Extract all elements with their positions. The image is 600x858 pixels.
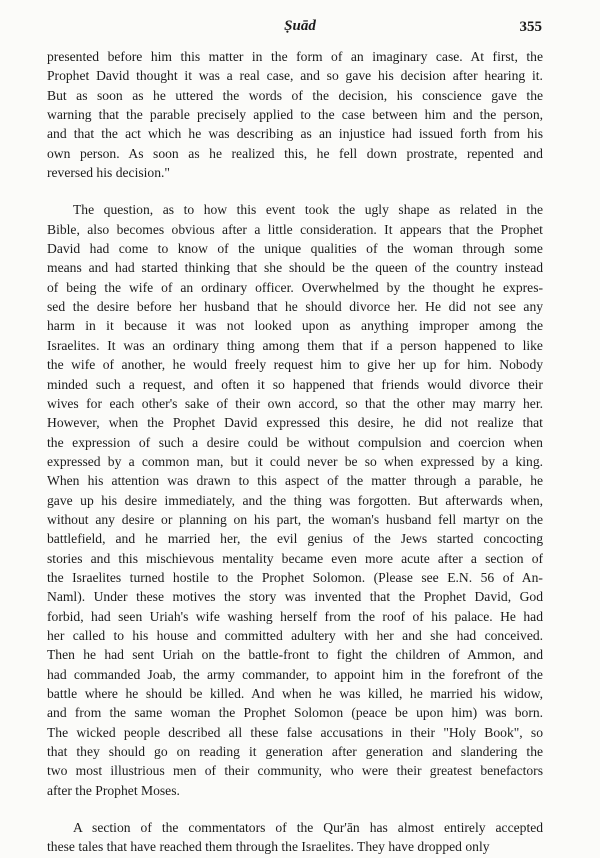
text-line: minded such a request, and often it so happened that friends would divorce their [47, 376, 543, 392]
text-line: the Israelites turned hostile to the Prophet Solomon. (Please see E.N. 56 of An- [47, 569, 543, 585]
text-line: these tales that have reached them through the Israelites. They have dropped only [47, 839, 490, 855]
text-line: reversed his decision." [47, 165, 170, 181]
paragraph-3 [47, 818, 543, 857]
text-line: forbid, had seen Uriah's wife washing herself from the roof of his palace. He had [47, 608, 543, 624]
text-line: The question, as to how this event took the ugly shape as related in the [73, 202, 543, 218]
text-line: the expression of such a desire could be without compulsion and coercion when [47, 434, 543, 450]
text-line: the wife of another, he would freely request him to give her up for him. Nobody [47, 357, 543, 373]
text-line: Naml). Under these motives the story was invented that the Prophet David, God [47, 589, 543, 605]
text-line: When his attention was drawn to this aspect of the matter through a parable, he [47, 473, 543, 489]
text-line: stories and this mischievous mentality became even more acute after a section of [47, 550, 543, 566]
text-line: But as soon as he uttered the words of the decision, his conscience gave the [47, 87, 543, 103]
text-line: without any desire or planning on his part, the woman's husband fell martyr on the [47, 511, 543, 527]
text-line: warning that the parable precisely applied to the case between him and the person, [47, 107, 543, 123]
text-line: expressed by a common man, but it could never be so when expressed by a king. [47, 453, 543, 469]
text-line: presented before him this matter in the form of an imaginary case. At first, the [47, 49, 543, 64]
text-line: Bible, also becomes obvious after a little consideration. It appears that the Prophet [47, 221, 543, 237]
paragraph-1 [47, 47, 543, 182]
text-line: harm in it because it was not looked upon as anything improper among the [47, 318, 543, 334]
text-line: own person. As soon as he realized this, he fell down prostrate, repented and [47, 145, 543, 161]
paragraph-2 [47, 200, 543, 800]
text-line: wives for each other's sake of their own accord, so that the other may marry her. [47, 395, 543, 411]
text-line: had commanded Joab, the army commander, to appoint him in the forefront of the [47, 666, 543, 682]
text-line: two most illustrious men of their community, who were their greatest benefactors [47, 763, 543, 779]
text-line: A section of the commentators of the Qur'ān has almost entirely accepted [73, 820, 543, 836]
text-line: and from the same woman the Prophet Solomon (peace be upon him) was born. [47, 705, 543, 721]
text-line: after the Prophet Moses. [47, 782, 180, 798]
text-line: gave up his desire immediately, and the thing was forgotten. But afterwards when, [47, 492, 543, 508]
text-line: However, when the Prophet David expressed this desire, he did not realize that [47, 415, 543, 431]
body-text [47, 47, 543, 857]
text-line: that they should go on reading it generation after generation and slandering the [47, 744, 543, 760]
text-line: David had come to know of the unique qualities of the woman through some [47, 241, 543, 257]
running-title: Ṣuād [284, 18, 316, 34]
page-header [0, 18, 600, 40]
text-line: means and had started thinking that she should be the queen of the country instead [47, 260, 543, 276]
page-number: 355 [519, 19, 542, 35]
text-line: The wicked people described all these false accusations in their "Holy Book", so [47, 724, 543, 740]
text-line: battle where he should be killed. And when he was killed, he married his widow, [47, 686, 543, 701]
text-line: Prophet David thought it was a real case, and so gave his decision after hearing it. [47, 68, 543, 84]
text-line: of being the wife of an ordinary officer. Overwhelmed by the thought he expres- [47, 279, 543, 295]
text-line: sed the desire before her husband that he should divorce her. He did not see any [47, 299, 543, 315]
text-line: battlefield, and he married her, the evil genius of the Jews started concocting [47, 531, 543, 547]
text-line: Israelites. It was an ordinary thing among them that if a person happened to like [47, 337, 543, 353]
text-line: Then he had sent Uriah on the battle-front to fight the children of Ammon, and [47, 647, 543, 663]
text-line: and that the act which he was describing as an injustice had issued forth from his [47, 126, 543, 142]
text-line: her called to his house and committed adultery with her and she had conceived. [47, 627, 543, 643]
